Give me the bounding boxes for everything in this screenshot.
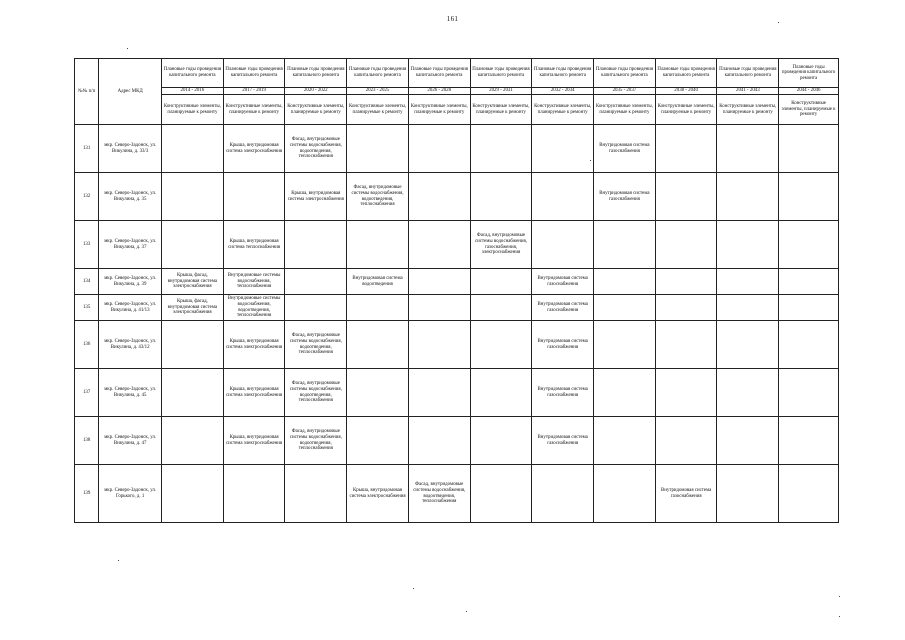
repair-elements-cell: [347, 269, 409, 295]
table-row: [75, 173, 839, 221]
column-header-period-years: 2026 - 2028: [408, 88, 470, 95]
repair-elements-cell: [470, 295, 532, 321]
column-header-period-years: 2014 - 2016: [162, 88, 224, 95]
repair-elements-cell: [408, 321, 470, 369]
header-row-years: [75, 88, 839, 95]
repair-elements-cell: [223, 417, 285, 465]
repair-elements-cell: [594, 295, 656, 321]
repair-elements-cell: [347, 221, 409, 269]
scan-speck: [118, 560, 119, 561]
repair-elements-text: Фасад, внутридомовые системы водоснабжения, водоотведения, теплоснабжения: [289, 333, 342, 356]
repair-elements-cell: [532, 321, 594, 369]
repair-elements-text: Крыша, внутридомовая система электроснабжения: [226, 386, 283, 398]
column-header-elements: Конструктивные элементы, планируемые к ремонту: [717, 95, 779, 125]
column-header-period-years: 2017 - 2019: [223, 88, 285, 95]
repair-elements-text: Внутридомовая система газоснабжения: [599, 142, 650, 154]
table-body: [75, 125, 839, 523]
repair-elements-text: Крыша, внутридомовая система электроснабжения: [226, 142, 283, 154]
capital-repair-schedule-table: [74, 58, 839, 523]
column-header-elements: Конструктивные элементы, планируемые к ремонту: [285, 95, 347, 125]
repair-elements-cell: [223, 295, 285, 321]
repair-elements-cell: [408, 125, 470, 173]
repair-elements-cell: [717, 173, 779, 221]
column-header-elements: Конструктивные элементы, планируемые к ремонту: [532, 95, 594, 125]
row-address: мкр. Северо-Задонск, ул. Викулина, д. 41/13: [99, 295, 162, 321]
repair-elements-cell: [223, 321, 285, 369]
repair-elements-cell: [655, 295, 717, 321]
repair-elements-cell: [594, 173, 656, 221]
repair-elements-cell: [470, 369, 532, 417]
repair-elements-cell: [285, 321, 347, 369]
repair-elements-cell: [655, 221, 717, 269]
scan-speck: [413, 588, 414, 589]
row-address: мкр. Северо-Задонск, ул. Викулина, д. 35: [99, 173, 162, 221]
repair-elements-cell: [655, 417, 717, 465]
repair-elements-cell: [470, 269, 532, 295]
repair-elements-text: Крыша, внутридомовая система электроснабжения: [287, 190, 344, 202]
repair-elements-cell: [655, 125, 717, 173]
column-header-elements: Конструктивные элементы, планируемые к ремонту: [655, 95, 717, 125]
repair-elements-text: Фасад, внутридомовые системы водоснабжения, водоотведения, теплоснабжения: [289, 137, 342, 160]
repair-elements-cell: [655, 369, 717, 417]
repair-elements-text: Крыша, внутридомовая система электроснабжения: [349, 487, 406, 499]
repair-elements-cell: [532, 369, 594, 417]
repair-elements-cell: [285, 221, 347, 269]
repair-elements-cell: [717, 369, 779, 417]
repair-elements-cell: [532, 295, 594, 321]
repair-elements-cell: [594, 221, 656, 269]
scan-speck: [590, 160, 591, 161]
repair-elements-cell: [408, 221, 470, 269]
repair-elements-cell: [162, 295, 224, 321]
table-row: [75, 369, 839, 417]
repair-elements-cell: [162, 269, 224, 295]
repair-elements-cell: [655, 465, 717, 523]
row-number: 131: [75, 125, 99, 173]
header-row-elements: [75, 95, 839, 125]
repair-elements-cell: [285, 465, 347, 523]
repair-elements-cell: [347, 295, 409, 321]
table-row: [75, 295, 839, 321]
repair-elements-cell: [162, 465, 224, 523]
column-header-period-years: 2038 - 2040: [655, 88, 717, 95]
repair-elements-cell: [717, 269, 779, 295]
column-header-period-years: 2020 - 2022: [285, 88, 347, 95]
repair-elements-text: Внутридомовая система газоснабжения: [537, 338, 588, 350]
repair-elements-cell: [717, 125, 779, 173]
repair-elements-cell: [285, 269, 347, 295]
repair-elements-cell: [532, 269, 594, 295]
repair-elements-cell: [347, 369, 409, 417]
row-number: 137: [75, 369, 99, 417]
column-header-period-title: Плановые годы проведения капитального ремонта: [470, 59, 532, 88]
repair-elements-cell: [162, 417, 224, 465]
repair-elements-cell: [779, 369, 839, 417]
table-row: [75, 269, 839, 295]
row-number: 134: [75, 269, 99, 295]
repair-elements-text: Внутридомовая система газоснабжения: [537, 386, 588, 398]
repair-elements-cell: [408, 295, 470, 321]
repair-elements-text: Фасад, внутридомовые системы водоснабжения, водоотведения, теплоснабжения: [351, 185, 404, 208]
column-header-period-title: Плановые годы проведения капитального ремонта: [532, 59, 594, 88]
repair-elements-cell: [223, 465, 285, 523]
repair-elements-cell: [532, 221, 594, 269]
repair-elements-text: Фасад, внутридомовые системы водоснабжения, водоотведения, теплоснабжения: [289, 381, 342, 404]
row-address: мкр. Северо-Задонск, ул. Викулина, д. 37: [99, 221, 162, 269]
repair-elements-cell: [162, 125, 224, 173]
repair-elements-cell: [470, 465, 532, 523]
row-number: 136: [75, 321, 99, 369]
repair-elements-cell: [162, 369, 224, 417]
repair-elements-cell: [779, 465, 839, 523]
column-header-period-title: Плановые годы проведения капитального ремонта: [347, 59, 409, 88]
scan-speck: [839, 596, 840, 597]
repair-elements-cell: [655, 269, 717, 295]
repair-elements-cell: [223, 125, 285, 173]
repair-elements-cell: [408, 465, 470, 523]
repair-elements-cell: [285, 369, 347, 417]
repair-elements-text: Внутридомовая система газоснабжения: [660, 487, 712, 499]
column-header-period-years: 2035 - 2037: [594, 88, 656, 95]
repair-elements-cell: [779, 173, 839, 221]
column-header-period-years: 2032 - 2034: [532, 88, 594, 95]
repair-elements-text: Фасад, внутридомовые системы водоснабжения, водоотведения, теплоснабжения: [289, 429, 342, 452]
scan-speck: [839, 616, 840, 617]
column-header-period-title: Плановые годы проведения капитального ремонта: [162, 59, 224, 88]
repair-elements-cell: [594, 417, 656, 465]
repair-elements-cell: [717, 321, 779, 369]
row-address: мкр. Северо-Задонск, ул. Викулина, д. 43/12: [99, 321, 162, 369]
repair-elements-cell: [223, 269, 285, 295]
repair-elements-cell: [717, 295, 779, 321]
column-header-period-title: Плановые годы проведения капитального ремонта: [717, 59, 779, 88]
table-row: [75, 465, 839, 523]
repair-elements-cell: [594, 321, 656, 369]
repair-elements-cell: [285, 173, 347, 221]
repair-elements-text: Крыша, фасад, внутридомовая система электроснабжения: [167, 273, 218, 290]
table-row: [75, 221, 839, 269]
repair-elements-cell: [655, 321, 717, 369]
repair-elements-cell: [594, 269, 656, 295]
repair-elements-text: Внутридомовая система газоснабжения: [537, 301, 588, 313]
row-address: мкр. Северо-Задонск, ул. Викулина, д. 45: [99, 369, 162, 417]
table-row: [75, 125, 839, 173]
repair-elements-text: Фасад, внутридомовые системы водоснабжения, водоотведения, теплоснабжения: [413, 482, 466, 505]
table-row: [75, 417, 839, 465]
row-address: мкр. Северо-Задонск, ул. Викулина, д. 33/3: [99, 125, 162, 173]
repair-elements-cell: [532, 173, 594, 221]
column-header-period-title: Плановые годы проведения капитального ремонта: [223, 59, 285, 88]
repair-elements-cell: [347, 465, 409, 523]
repair-elements-text: Крыша, фасад, внутридомовая система электроснабжения: [167, 299, 218, 316]
repair-elements-cell: [285, 125, 347, 173]
repair-elements-cell: [532, 417, 594, 465]
repair-elements-cell: [717, 221, 779, 269]
repair-elements-cell: [347, 173, 409, 221]
repair-elements-text: Внутридомовые системы водоснабжения, теплоснабжения: [227, 273, 281, 290]
repair-elements-cell: [285, 417, 347, 465]
column-header-elements: Конструктивные элементы, планируемые к ремонту: [223, 95, 285, 125]
repair-elements-cell: [655, 173, 717, 221]
row-number: 133: [75, 221, 99, 269]
scan-speck: [127, 48, 128, 49]
column-header-period-title: Плановые годы проведения капитального ремонта: [655, 59, 717, 88]
repair-elements-cell: [470, 221, 532, 269]
repair-elements-cell: [470, 321, 532, 369]
repair-elements-cell: [717, 465, 779, 523]
column-header-period-title: Плановые годы проведения капитального ремонта: [594, 59, 656, 88]
repair-elements-text: Фасад, внутридомовые системы водоснабжения, газоснабжения, электроснабжения: [474, 233, 527, 256]
column-header-period-years: 2044 - 2046: [779, 88, 839, 95]
row-number: 132: [75, 173, 99, 221]
repair-elements-text: Крыша, внутридомовая система электроснабжения: [226, 338, 283, 350]
repair-elements-cell: [285, 295, 347, 321]
column-header-period-years: 2023 - 2025: [347, 88, 409, 95]
header-row-titles: [75, 59, 839, 88]
repair-elements-cell: [470, 173, 532, 221]
column-header-period-years: 2041 - 2043: [717, 88, 779, 95]
table-header: [75, 59, 839, 125]
repair-elements-text: Внутридомовые системы водоснабжения, водоотведения, теплоснабжения: [227, 296, 281, 319]
column-header-elements: Конструктивные элементы, планируемые к ремонту: [470, 95, 532, 125]
repair-elements-text: Внутридомовая система газоснабжения: [599, 190, 650, 202]
repair-elements-cell: [347, 417, 409, 465]
repair-elements-text: Внутридомовая система газоснабжения: [537, 275, 588, 287]
repair-elements-cell: [223, 369, 285, 417]
repair-elements-cell: [779, 221, 839, 269]
repair-elements-text: Крыша, внутридомовая система электроснабжения: [226, 434, 283, 446]
page-number: 161: [446, 15, 459, 23]
repair-elements-cell: [408, 269, 470, 295]
column-header-period-years: 2029 - 2031: [470, 88, 532, 95]
repair-elements-cell: [470, 417, 532, 465]
repair-elements-cell: [470, 125, 532, 173]
repair-elements-text: Крыша, внутридомовая система теплоснабжения: [228, 238, 281, 250]
column-header-elements: Конструктивные элементы, планируемые к ремонту: [162, 95, 224, 125]
repair-elements-cell: [779, 321, 839, 369]
column-header-period-title: Плановые годы проведения капитального ремонта: [408, 59, 470, 88]
row-number: 135: [75, 295, 99, 321]
repair-elements-cell: [594, 369, 656, 417]
scan-speck: [466, 611, 467, 612]
repair-elements-cell: [779, 269, 839, 295]
row-address: мкр. Северо-Задонск, ул. Викулина, д. 39: [99, 269, 162, 295]
column-header-elements: Конструктивные элементы, планируемые к ремонту: [408, 95, 470, 125]
repair-elements-cell: [779, 295, 839, 321]
repair-elements-cell: [162, 221, 224, 269]
repair-elements-cell: [532, 125, 594, 173]
column-header-elements: Конструктивные элементы, планируемые к ремонту: [594, 95, 656, 125]
column-header-address: Адрес МКД: [99, 59, 162, 125]
table-row: [75, 321, 839, 369]
repair-elements-cell: [408, 369, 470, 417]
repair-elements-cell: [779, 125, 839, 173]
scan-speck: [778, 22, 779, 23]
repair-elements-cell: [408, 417, 470, 465]
repair-elements-cell: [223, 221, 285, 269]
repair-elements-cell: [162, 321, 224, 369]
row-address: мкр. Северо-Задонск, ул. Горького, д. 1: [99, 465, 162, 523]
column-header-number: №№ п/п: [75, 59, 99, 125]
repair-elements-text: Внутридомовая система водоотведения: [352, 275, 403, 287]
repair-elements-cell: [532, 465, 594, 523]
column-header-elements: Конструктивные элементы, планируемые к ремонту: [779, 95, 839, 125]
repair-elements-text: Внутридомовая система газоснабжения: [537, 434, 588, 446]
row-address: мкр. Северо-Задонск, ул. Викулина, д. 47: [99, 417, 162, 465]
repair-elements-cell: [347, 125, 409, 173]
repair-elements-cell: [717, 417, 779, 465]
repair-elements-cell: [408, 173, 470, 221]
row-number: 138: [75, 417, 99, 465]
column-header-period-title: Плановые годы проведения капитального ремонта: [779, 59, 839, 88]
repair-elements-cell: [779, 417, 839, 465]
repair-elements-cell: [594, 125, 656, 173]
row-number: 139: [75, 465, 99, 523]
repair-elements-cell: [162, 173, 224, 221]
repair-elements-cell: [347, 321, 409, 369]
repair-elements-cell: [223, 173, 285, 221]
repair-elements-cell: [594, 465, 656, 523]
column-header-elements: Конструктивные элементы, планируемые к ремонту: [347, 95, 409, 125]
column-header-period-title: Плановые годы проведения капитального ремонта: [285, 59, 347, 88]
